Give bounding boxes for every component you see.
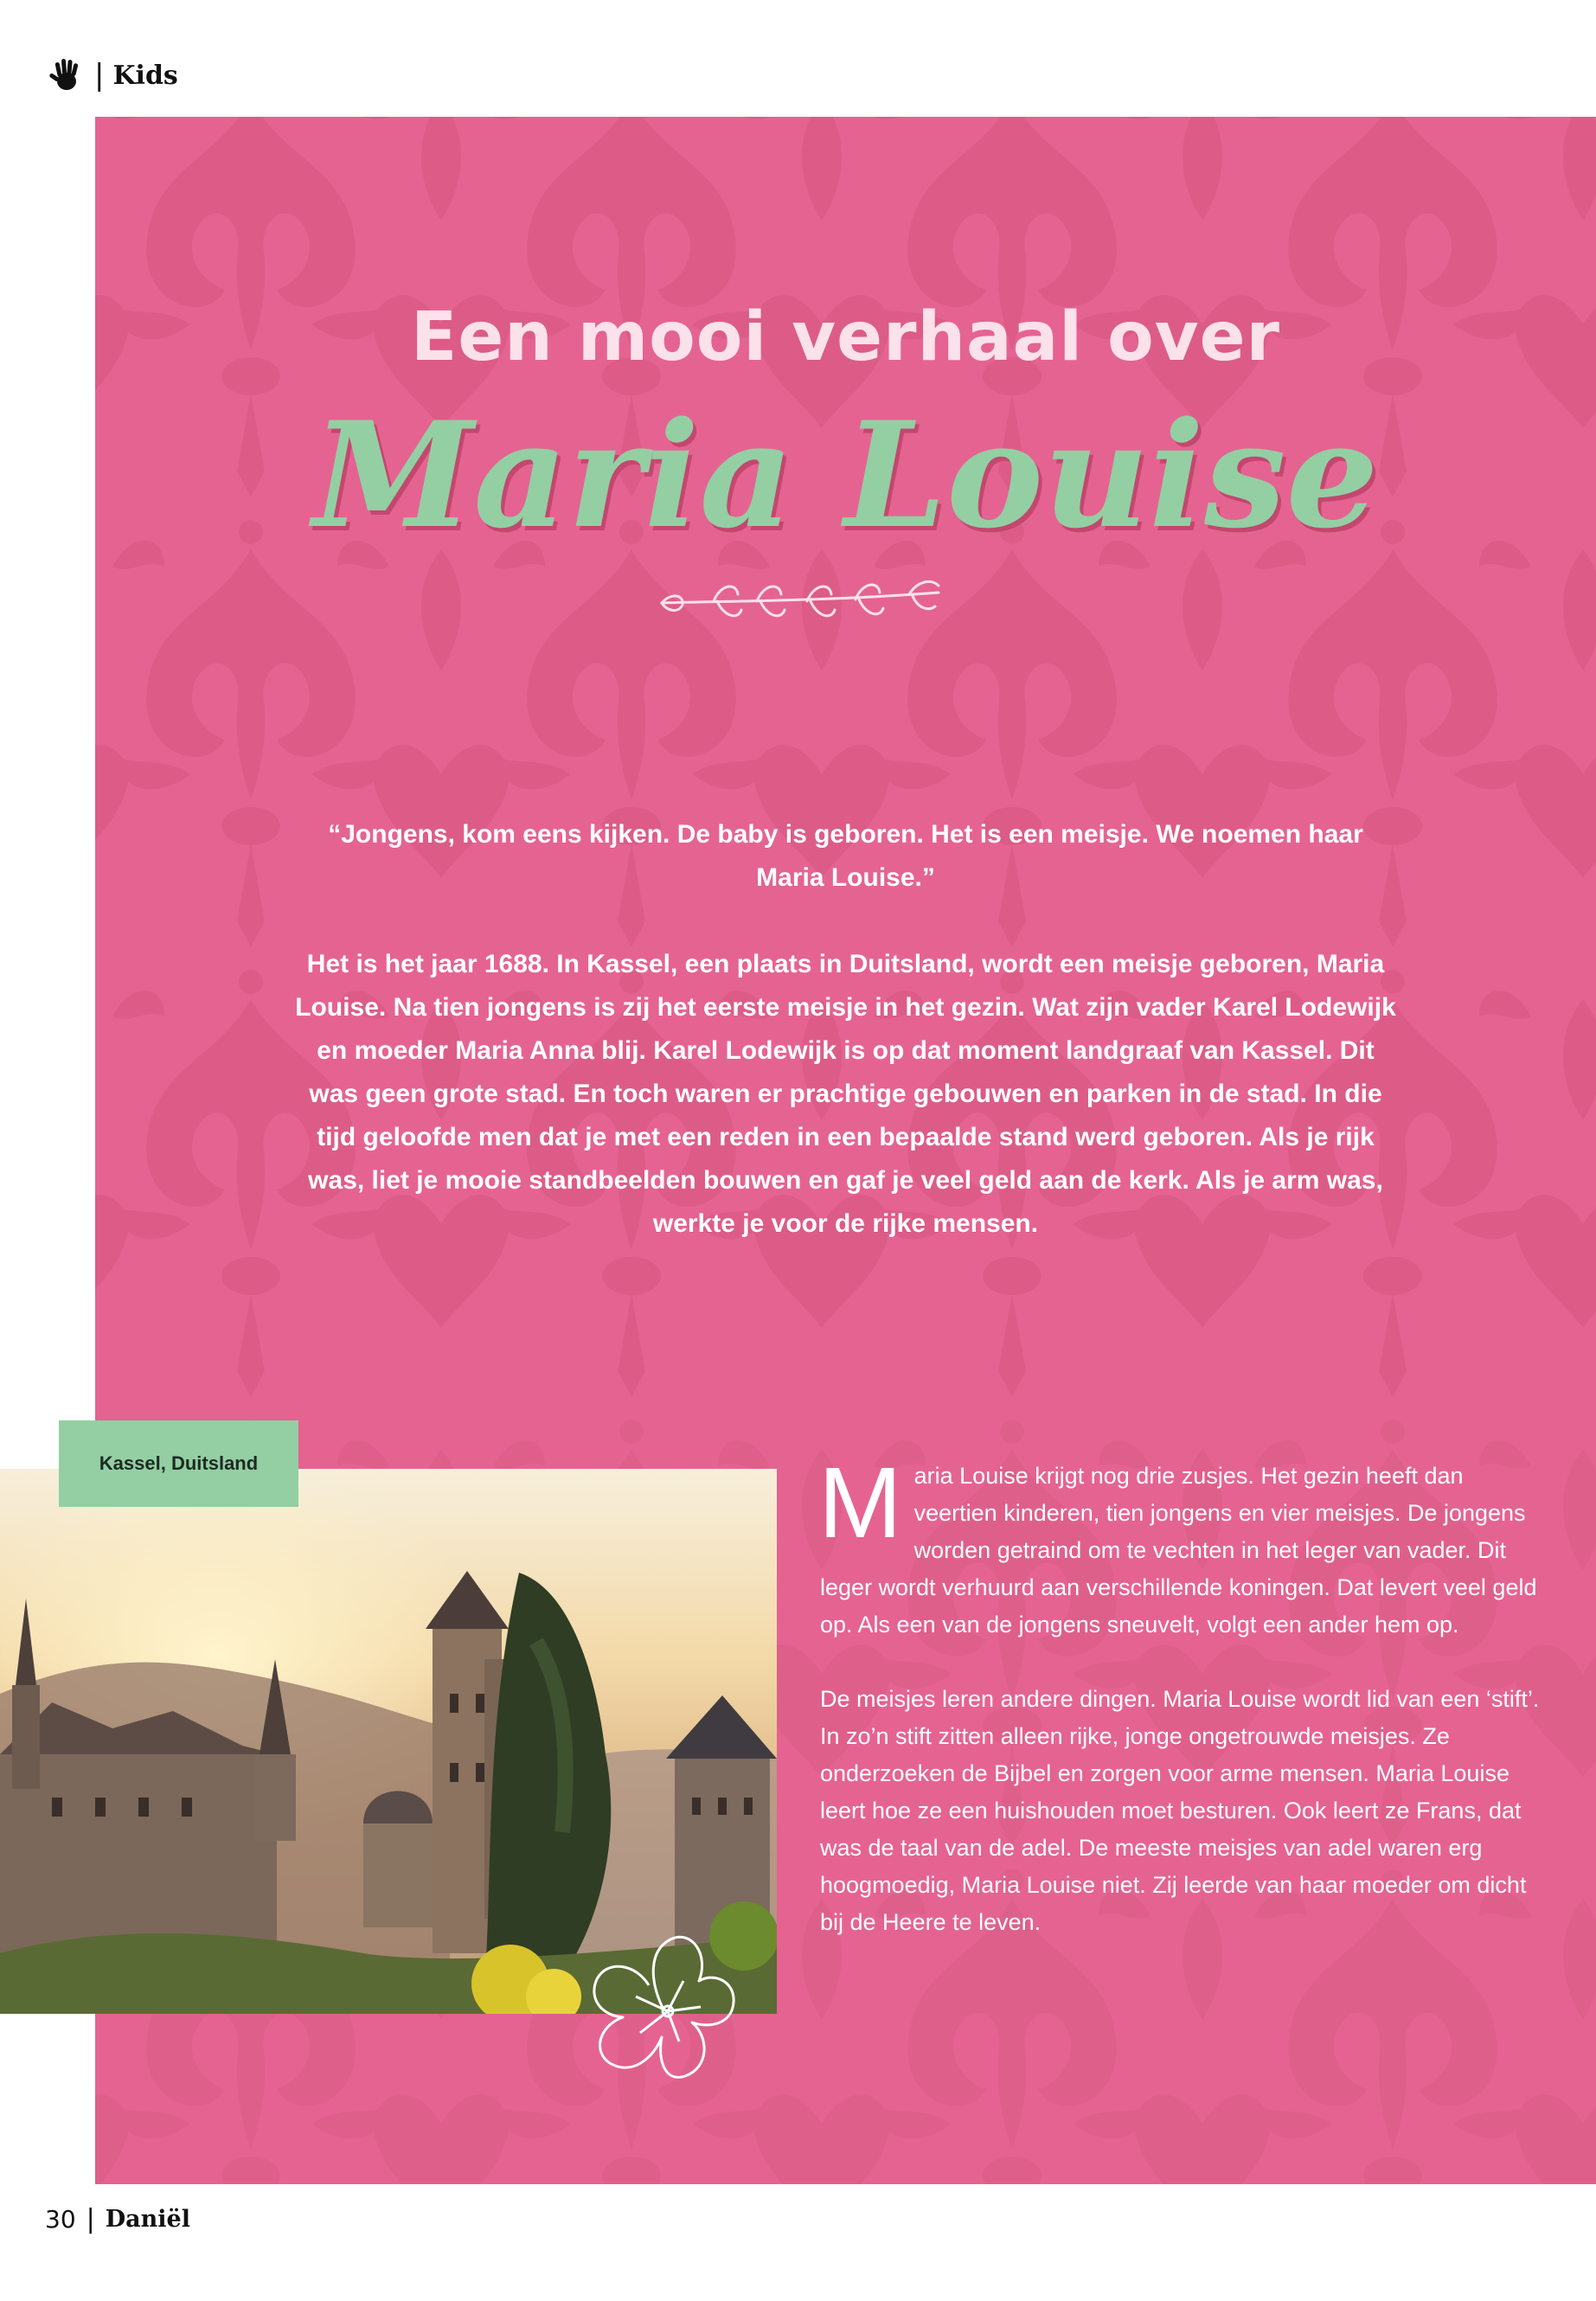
body-paragraph-2: De meisjes leren andere dingen. Maria Louise wordt lid van een ‘stift’. In zo’n stift zitten alleen rijke, jonge ongetrouwde meisjes. Ze onderzoeken de Bijbel en zorgen voor arme mensen. Maria Louise leert hoe ze een huishouden moet besturen. Ook leert ze Frans, dat was de taal van de adel. De meeste meisjes van adel waren erg hoogmoedig, Maria Louise niet. Zij leerde van haar moeder om dicht bij de Heere te leven. [820, 1686, 1540, 1935]
photo-caption: Kassel, Duitsland [59, 1420, 298, 1507]
intro-paragraph: Het is het jaar 1688. In Kassel, een plaats in Duitsland, wordt een meisje geboren, Maria Louise. Na tien jongens is zij het eerste meisje in het gezin. Wat zijn vader Karel Lodewijk en moeder Maria Anna blij. Karel Lodewijk is op dat moment landgraaf van Kassel. Dit was geen grote stad. En toch waren er prachtige gebouwen en parken in de stad. In die tijd geloofde men dat je met een reden in een bepaalde stand werd geboren. Als je rijk was, liet je mooie standbeelden bouwen en gaf je veel geld aan de kerk. Als je arm was, werkte je voor de rijke mensen. [295, 950, 1396, 1238]
pre-title: Een mooi verhaal over [411, 298, 1280, 376]
hand-print-icon [48, 56, 86, 94]
page-number: 30 [45, 2204, 76, 2234]
vine-ornament-icon [653, 567, 947, 636]
page-header [48, 54, 178, 97]
magazine-name: Daniël [105, 2205, 190, 2233]
footer-separator: | [86, 2203, 95, 2234]
drop-cap: M [818, 1446, 902, 1559]
header-separator: | [94, 58, 105, 93]
intro-text [294, 813, 1397, 1246]
flower-icon [588, 1929, 740, 2093]
body-paragraph-1 [818, 1446, 1547, 1644]
section-label: Kids [112, 60, 178, 91]
intro-quote: “Jongens, kom eens kijken. De baby is geboren. Het is een meisje. We noemen haar Maria Louise.” [328, 820, 1363, 892]
body-paragraph-1-text: aria Louise krijgt nog drie zusjes. Het gezin heeft dan veertien kinderen, tien jongens en vier meisjes. De jongens worden getraind om te vechten in het leger van vader. Dit leger wordt verhuurd aan verschillende koningen. Dat levert veel geld op. Als een van de jongens sneuvelt, volgt een ander hem op. [820, 1463, 1537, 1638]
article-title: Maria Louise [312, 389, 1379, 561]
body-text [818, 1446, 1547, 1941]
page-footer [45, 2202, 190, 2236]
